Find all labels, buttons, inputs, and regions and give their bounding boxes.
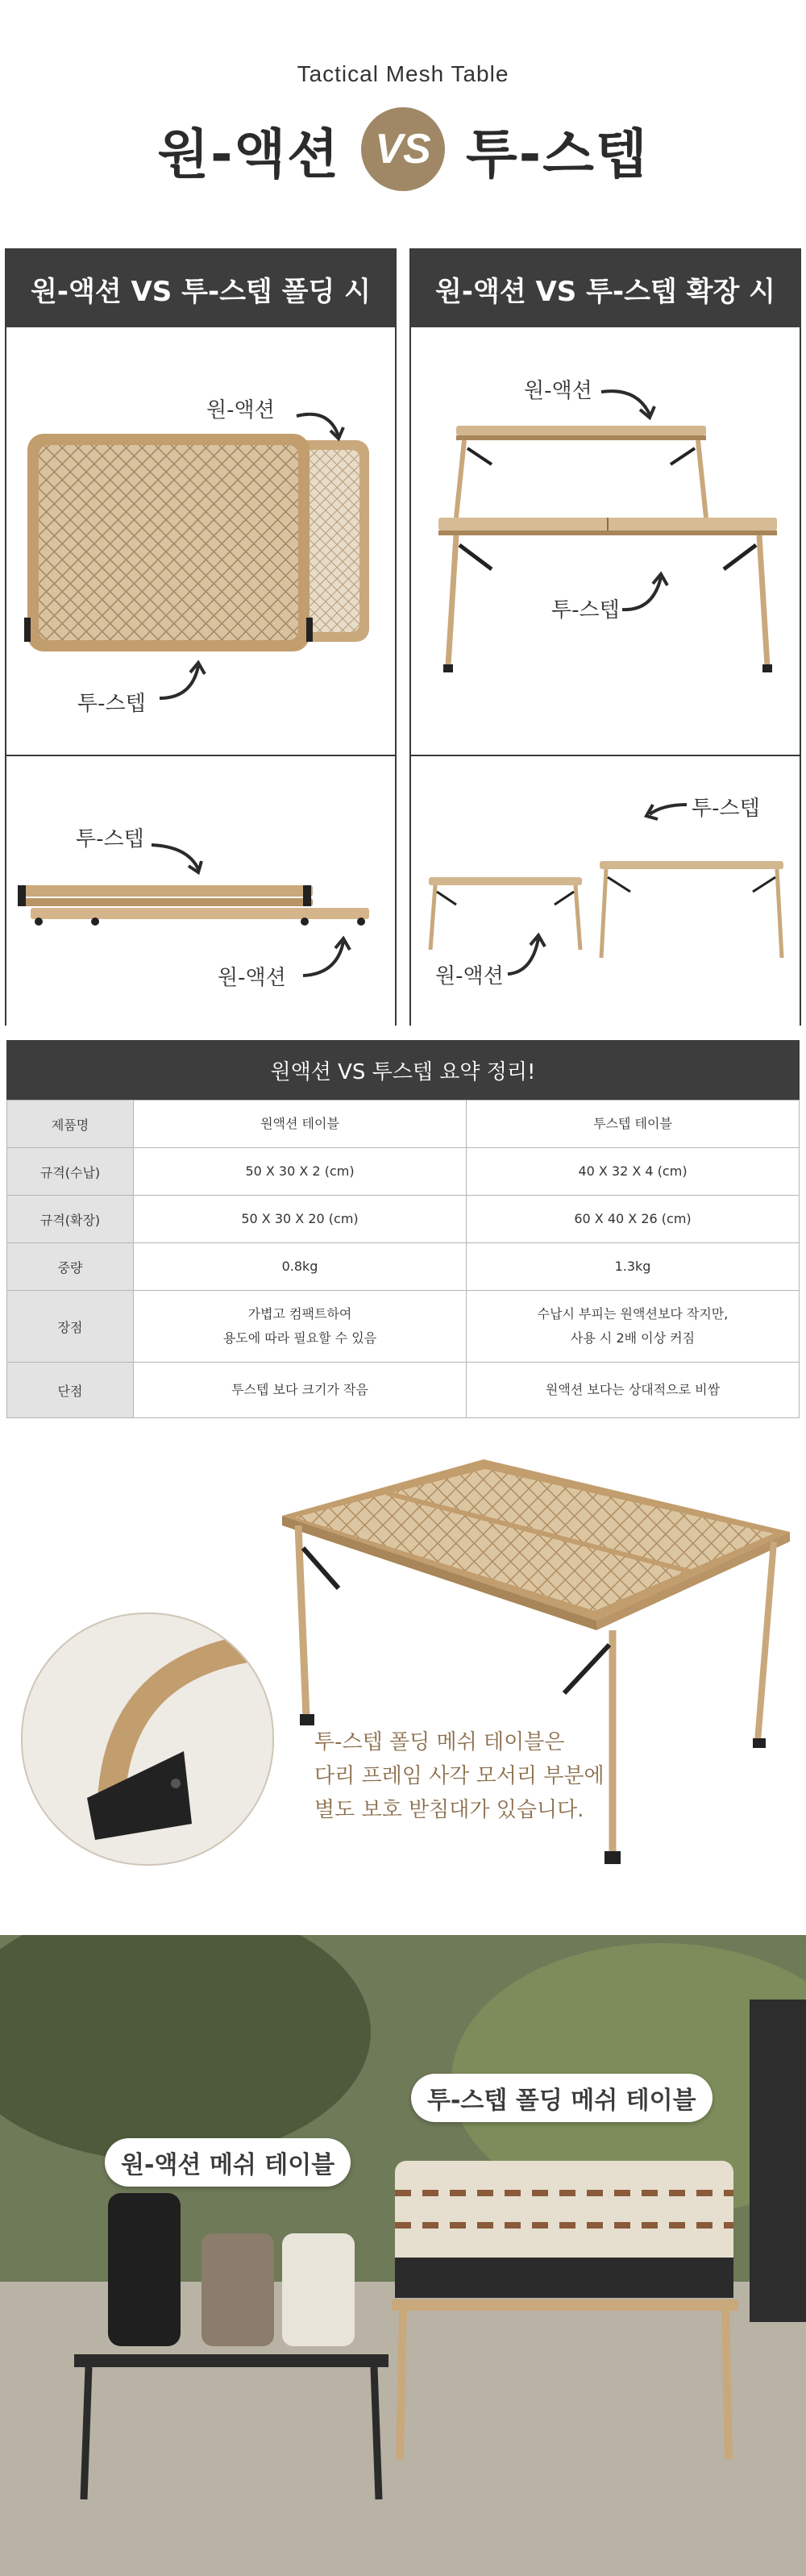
expanded-side-view [411,756,800,1026]
table-row [6,1100,800,1148]
summary-title: 원액션 VS 투스텝 요약 정리! [6,1040,800,1100]
outdoor-lifestyle-photo [0,1935,806,2576]
corner-guard-closeup [23,1614,272,1864]
vs-badge: VS [361,107,445,191]
one-action-value: 원액션 테이블 [134,1101,467,1147]
page-subtitle: Tactical Mesh Table [297,61,509,86]
label-one-action: 원-액션 [206,398,275,422]
table-row [6,1291,800,1363]
label-two-step-side: 투-스텝 [76,827,144,851]
label-two-step: 투-스텝 [77,692,146,716]
folded-heading: 원-액션 VS 투-스텝 폴딩 시 [6,250,395,327]
one-action-value: 50 X 30 X 20 (cm) [134,1196,467,1242]
expanded-heading: 원-액션 VS 투-스텝 확장 시 [411,250,800,327]
folded-side-illustration [6,756,395,1026]
row-label: 장점 [6,1291,134,1362]
one-action-value: 50 X 30 X 2 (cm) [134,1148,467,1195]
two-step-value: 60 X 40 X 26 (cm) [467,1196,800,1242]
table-row [6,1196,800,1243]
two-step-value: 원액션 보다는 상대적으로 비쌈 [467,1363,800,1417]
row-label: 규격(확장) [6,1196,134,1242]
two-step-value: 투스텝 테이블 [467,1101,800,1147]
title-left: 원-액션 [157,123,340,185]
summary-table [6,1100,800,1418]
table-row [6,1363,800,1418]
table-row [6,1243,800,1291]
row-label: 단점 [6,1363,134,1417]
folded-top-view [6,327,395,756]
outdoor-scene [0,1935,806,2576]
expanded-tables-illustration [411,327,800,755]
folded-side-view [6,756,395,1026]
feature-description [314,1725,653,1827]
corner-guard-zoom [21,1613,274,1866]
expanded-stacked-view [411,327,800,756]
folded-tables-illustration [6,327,395,755]
label-one-action-side-expanded: 원-액션 [435,964,504,988]
row-label: 제품명 [6,1101,134,1147]
one-action-table-tag: 원-액션 메쉬 테이블 [105,2138,351,2187]
label-one-action-side: 원-액션 [218,966,286,990]
label-two-step-expanded: 투-스텝 [551,598,620,622]
two-step-value: 40 X 32 X 4 (cm) [467,1148,800,1195]
table-row [6,1148,800,1196]
label-one-action-expanded: 원-액션 [524,379,592,403]
one-action-value: 0.8kg [134,1243,467,1290]
folded-comparison-column [5,248,397,1026]
one-action-value: 투스텝 보다 크기가 작음 [134,1363,467,1417]
page-title [0,105,806,194]
expanded-comparison-column [409,248,801,1026]
label-two-step-side-expanded: 투-스텝 [692,797,760,821]
title-right: 투-스텝 [466,123,649,185]
feature-line-2: 다리 프레임 사각 모서리 부분에 [314,1764,604,1788]
two-step-table-tag: 투-스텝 폴딩 메쉬 테이블 [411,2074,713,2122]
row-label: 규격(수납) [6,1148,134,1195]
two-step-value: 수납시 부피는 원액션보다 작지만, 사용 시 2배 이상 커짐 [467,1291,800,1362]
feature-line-3: 별도 보호 받침대가 있습니다. [314,1798,584,1822]
one-action-value: 가볍고 컴팩트하여 용도에 따라 필요할 수 있음 [134,1291,467,1362]
two-step-value: 1.3kg [467,1243,800,1290]
row-label: 중량 [6,1243,134,1290]
feature-line-1: 투-스텝 폴딩 메쉬 테이블은 [314,1730,565,1754]
